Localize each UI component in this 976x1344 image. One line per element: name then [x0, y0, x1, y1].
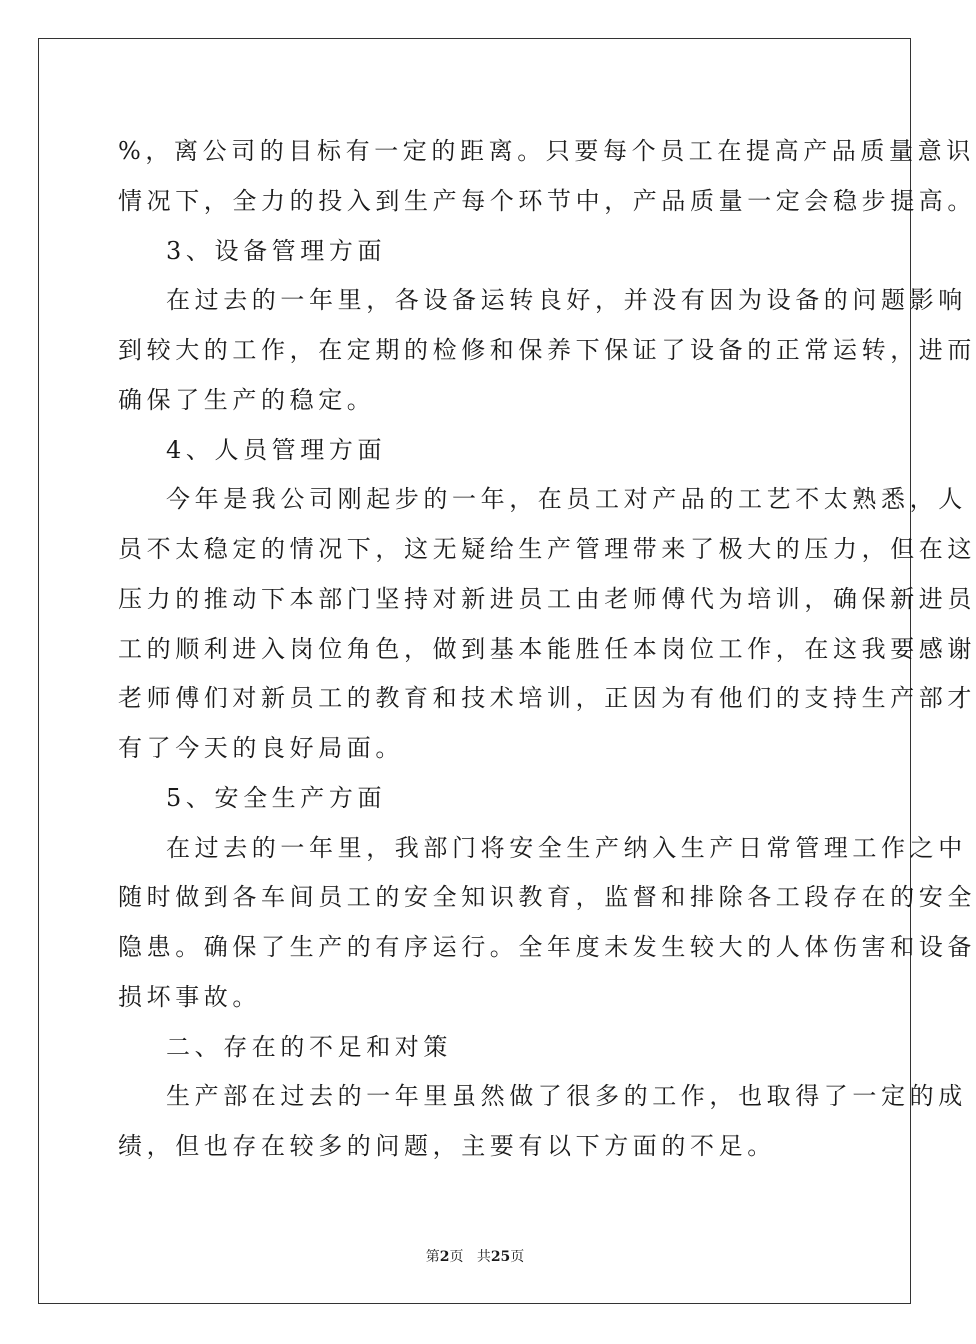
text-line: 员不太稳定的情况下，这无疑给生产管理带来了极大的压力，但在这	[118, 535, 976, 563]
text-line: 在过去的一年里，各设备运转良好，并没有因为设备的问题影响	[166, 286, 967, 315]
text-line: 在过去的一年里，我部门将安全生产纳入生产日常管理工作之中	[166, 833, 967, 862]
text-line: 有了今天的良好局面。	[118, 734, 404, 762]
total-page-count: 25	[490, 1249, 511, 1265]
footer-prefix: 第	[425, 1249, 440, 1265]
footer-page-suffix: 页	[449, 1249, 464, 1265]
text-line: 今年是我公司刚起步的一年，在员工对产品的工艺不太熟悉，人	[166, 485, 967, 514]
section-heading: 二、存在的不足和对策	[166, 1032, 452, 1061]
section-heading: 5、安全生产方面	[166, 783, 387, 812]
section-heading: 3、设备管理方面	[166, 236, 387, 265]
text-line: 压力的推动下本部门坚持对新进员工由老师傅代为培训，确保新进员	[118, 584, 976, 613]
footer-total-prefix: 共	[476, 1249, 491, 1265]
text-line: 绩，但也存在较多的问题，主要有以下方面的不足。	[118, 1132, 776, 1160]
document-body	[118, 127, 976, 1172]
text-line: 工的顺利进入岗位角色，做到基本能胜任本岗位工作，在这我要感谢	[118, 634, 976, 663]
text-line: 老师傅们对新员工的教育和技术培训，正因为有他们的支持生产部才	[118, 684, 976, 713]
current-page-number: 2	[439, 1249, 450, 1265]
page-footer	[0, 1247, 950, 1267]
text-line: 随时做到各车间员工的安全知识教育，监督和排除各工段存在的安全	[118, 883, 976, 912]
text-line: 情况下，全力的投入到生产每个环节中，产品质量一定会稳步提高。	[118, 186, 976, 215]
text-line: 确保了生产的稳定。	[118, 385, 376, 414]
text-line: %，离公司的目标有一定的距离。只要每个员工在提高产品质量意识	[118, 137, 975, 165]
text-line: 生产部在过去的一年里虽然做了很多的工作，也取得了一定的成	[166, 1082, 967, 1111]
section-heading: 4、人员管理方面	[166, 435, 387, 464]
text-line: 损坏事故。	[118, 982, 261, 1011]
footer-total-suffix: 页	[510, 1249, 525, 1265]
text-line: 到较大的工作，在定期的检修和保养下保证了设备的正常运转，进而	[118, 336, 976, 364]
text-line: 隐患。确保了生产的有序运行。全年度未发生较大的人体伤害和设备	[118, 933, 976, 961]
